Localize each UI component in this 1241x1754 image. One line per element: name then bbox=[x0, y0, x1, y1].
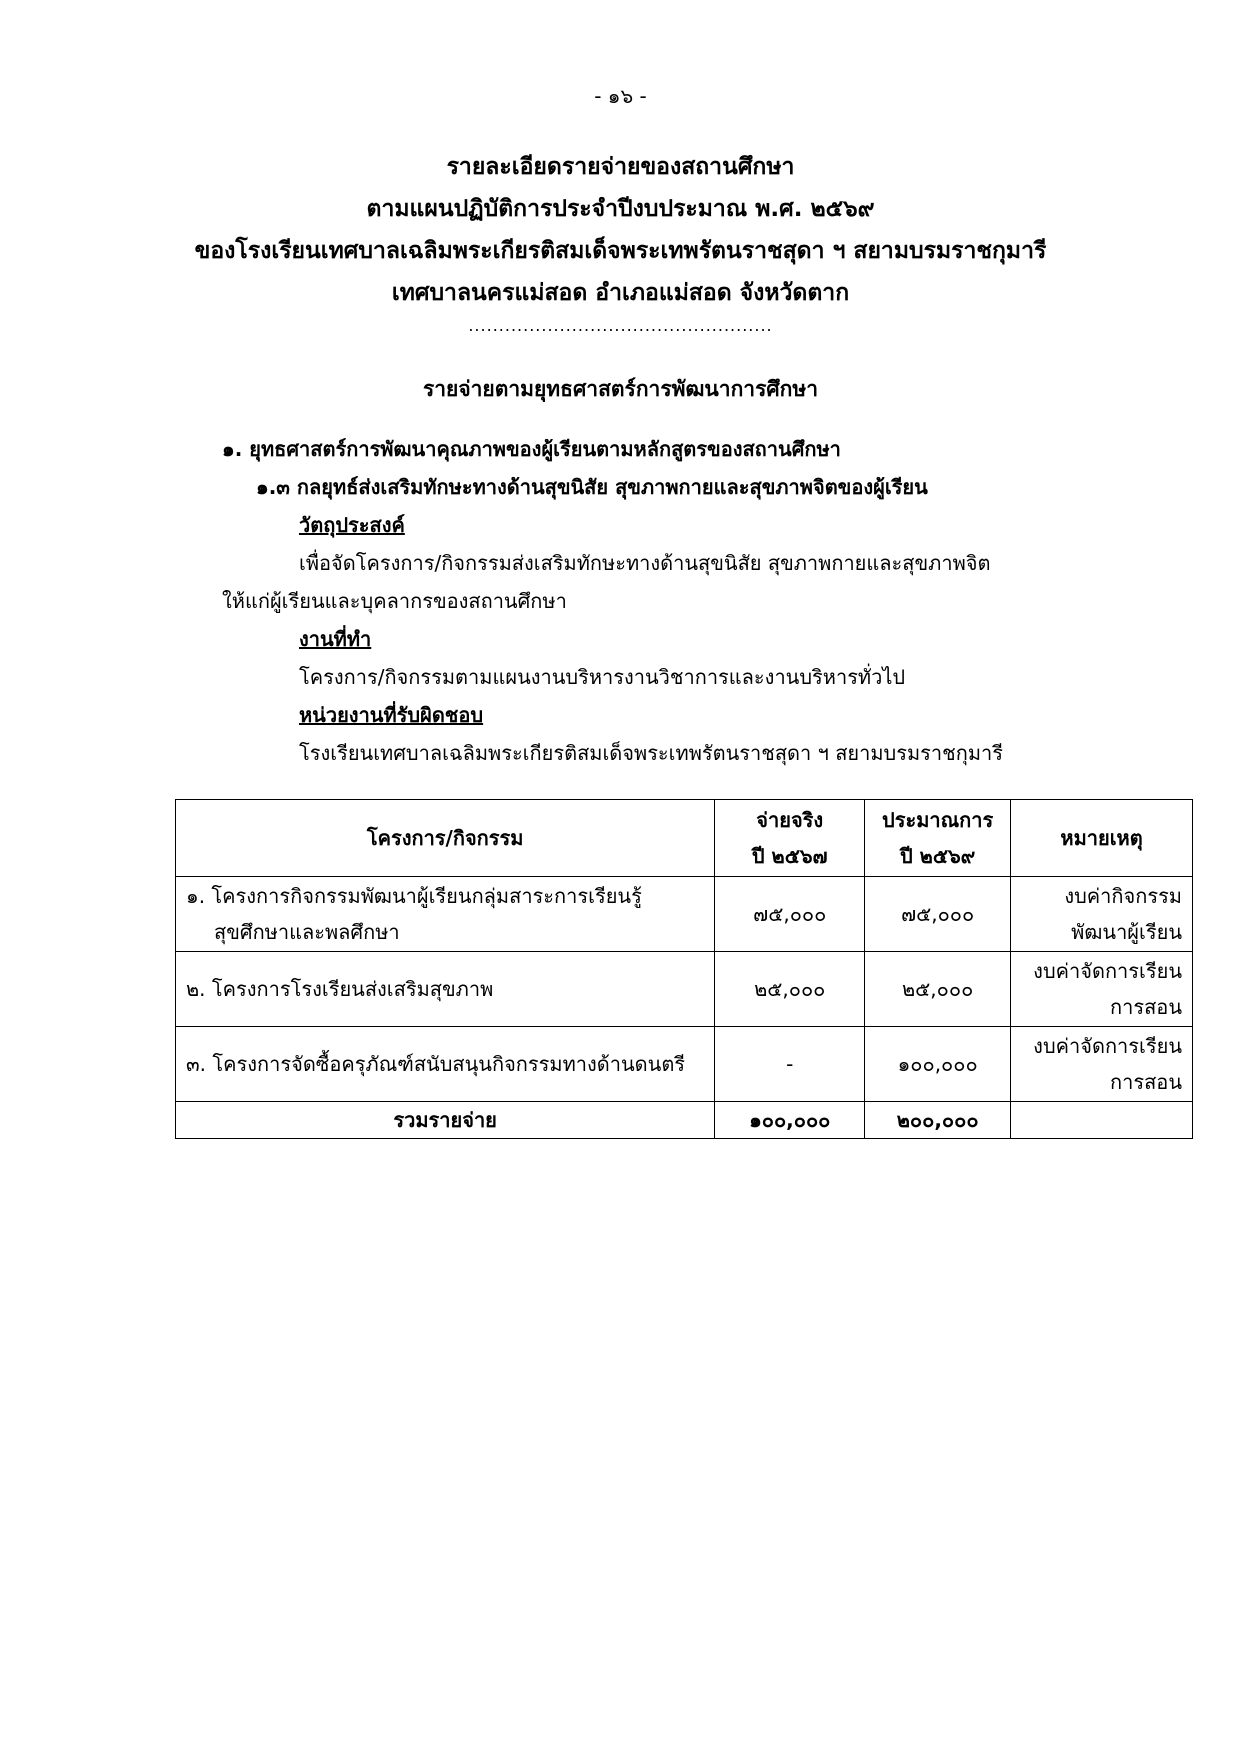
table-total-row bbox=[176, 1102, 1193, 1139]
objective-label: วัตถุประสงค์ bbox=[299, 513, 405, 537]
unit-label: หน่วยงานที่รับผิดชอบ bbox=[299, 703, 484, 727]
separator-dots: .................................................. bbox=[468, 316, 773, 335]
page-number: - ๑๖ - bbox=[594, 84, 647, 108]
table-row bbox=[176, 877, 1193, 952]
table-row bbox=[176, 952, 1193, 1027]
work-text: โครงการ/กิจกรรมตามแผนงานบริหารงานวิชาการและงานบริหารทั่วไป bbox=[299, 665, 906, 689]
header-project: โครงการ/กิจกรรม bbox=[176, 800, 715, 877]
header-estimate-line2: ปี ๒๕๖๙ bbox=[899, 844, 976, 868]
objective-text-line1: เพื่อจัดโครงการ/กิจกรรมส่งเสริมทักษะทางด้านสุขนิสัย สุขภาพกายและสุขภาพจิต bbox=[299, 551, 991, 575]
row1-note bbox=[1011, 877, 1193, 952]
row3-note-line1: งบค่าจัดการเรียน bbox=[1033, 1034, 1182, 1058]
row2-note-line1: งบค่าจัดการเรียน bbox=[1033, 959, 1182, 983]
row2-project-line1: ๒. โครงการโรงเรียนส่งเสริมสุขภาพ bbox=[186, 977, 494, 1001]
row1-project-line1: ๑. โครงการกิจกรรมพัฒนาผู้เรียนกลุ่มสาระการเรียนรู้ bbox=[186, 884, 642, 908]
row3-note-line2: การสอน bbox=[1110, 1070, 1182, 1094]
table-row bbox=[176, 1027, 1193, 1102]
total-label: รวมรายจ่าย bbox=[176, 1102, 715, 1139]
total-actual: ๑๐๐,๐๐๐ bbox=[715, 1102, 865, 1139]
row2-note-line2: การสอน bbox=[1110, 995, 1182, 1019]
row2-note bbox=[1011, 952, 1193, 1027]
header-plan-year: ตามแผนปฏิบัติการประจำปีงบประมาณ พ.ศ. ๒๕๖๙ bbox=[366, 196, 875, 222]
row2-estimate: ๒๕,๐๐๐ bbox=[865, 952, 1011, 1027]
section-heading: รายจ่ายตามยุทธศาสตร์การพัฒนาการศึกษา bbox=[422, 377, 819, 401]
work-label: งานที่ทำ bbox=[299, 627, 372, 651]
total-note bbox=[1011, 1102, 1193, 1139]
row3-project bbox=[176, 1027, 715, 1102]
unit-text: โรงเรียนเทศบาลเฉลิมพระเกียรติสมเด็จพระเทพรัตนราชสุดา ฯ สยามบรมราชกุมารี bbox=[299, 741, 1003, 765]
row2-project bbox=[176, 952, 715, 1027]
row1-note-line2: พัฒนาผู้เรียน bbox=[1071, 920, 1182, 944]
row1-actual: ๗๕,๐๐๐ bbox=[715, 877, 865, 952]
objective-text-line2: ให้แก่ผู้เรียนและบุคลากรของสถานศึกษา bbox=[222, 589, 567, 613]
row2-actual: ๒๕,๐๐๐ bbox=[715, 952, 865, 1027]
substrategy-title: ๑.๓ กลยุทธ์ส่งเสริมทักษะทางด้านสุขนิสัย สุขภาพกายและสุขภาพจิตของผู้เรียน bbox=[256, 475, 928, 499]
row3-project-line1: ๓. โครงการจัดซื้อครุภัณฑ์สนับสนุนกิจกรรมทางด้านดนตรี bbox=[186, 1052, 686, 1076]
budget-table bbox=[175, 799, 1193, 1139]
header-location: เทศบาลนครแม่สอด อำเภอแม่สอด จังหวัดตาก bbox=[391, 280, 850, 306]
row3-estimate: ๑๐๐,๐๐๐ bbox=[865, 1027, 1011, 1102]
row1-note-line1: งบค่ากิจกรรม bbox=[1064, 884, 1182, 908]
document-header bbox=[0, 146, 1241, 314]
table-header-row bbox=[176, 800, 1193, 877]
row1-project-line2: สุขศึกษาและพลศึกษา bbox=[214, 920, 400, 944]
strategy-title: ๑. ยุทธศาสตร์การพัฒนาคุณภาพของผู้เรียนตามหลักสูตรของสถานศึกษา bbox=[222, 437, 841, 461]
total-estimate: ๒๐๐,๐๐๐ bbox=[865, 1102, 1011, 1139]
header-estimate-line1: ประมาณการ bbox=[882, 808, 994, 832]
row3-note bbox=[1011, 1027, 1193, 1102]
row1-project bbox=[176, 877, 715, 952]
row1-estimate: ๗๕,๐๐๐ bbox=[865, 877, 1011, 952]
header-estimate bbox=[865, 800, 1011, 877]
header-actual-line2: ปี ๒๕๖๗ bbox=[751, 844, 828, 868]
header-actual-line1: จ่ายจริง bbox=[756, 808, 824, 832]
header-school-name: ของโรงเรียนเทศบาลเฉลิมพระเกียรติสมเด็จพระเทพรัตนราชสุดา ฯ สยามบรมราชกุมารี bbox=[194, 238, 1047, 264]
header-actual bbox=[715, 800, 865, 877]
header-note: หมายเหตุ bbox=[1011, 800, 1193, 877]
row3-actual: - bbox=[715, 1027, 865, 1102]
header-title: รายละเอียดรายจ่ายของสถานศึกษา bbox=[446, 154, 795, 180]
